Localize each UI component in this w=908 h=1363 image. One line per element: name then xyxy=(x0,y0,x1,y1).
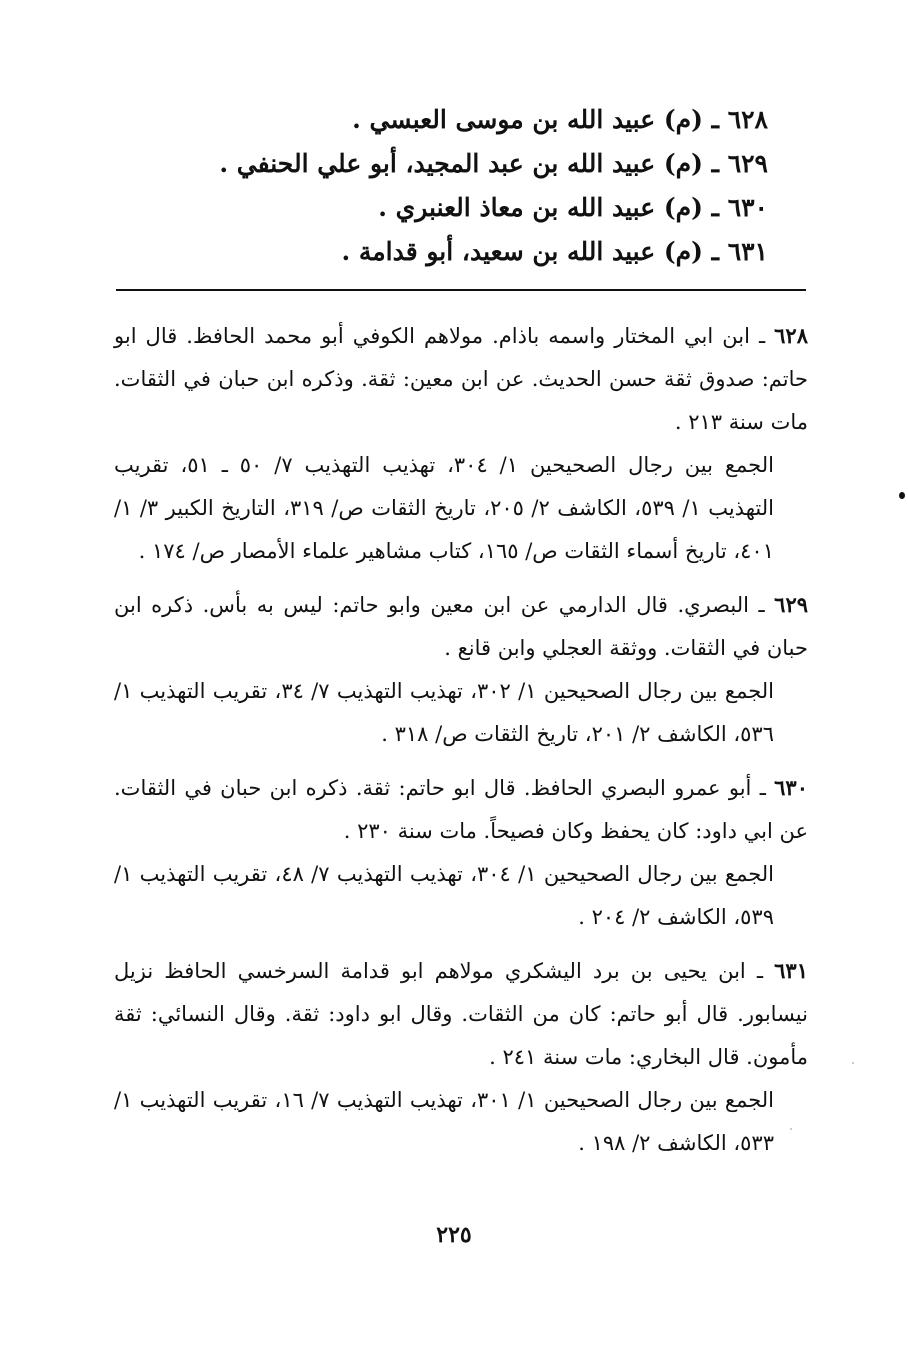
footnote-separator xyxy=(116,289,806,291)
footnotes xyxy=(114,314,808,1175)
entry-number: ٦٣٠ xyxy=(774,775,808,800)
entry-biography: ـ ابن يحيى بن برد اليشكري مولاهم ابو قدامة السرخسي الحافظ نزيل نيسابور. قال أبو حاتم: كان من الثقات. وقال ابو داود: ثقة. وقال النسائي: ثقة مأمون. قال البخاري: مات سنة ٢٤١ . xyxy=(114,959,808,1069)
page-number: ٢٢٥ xyxy=(436,1222,472,1248)
entry-headings xyxy=(208,98,768,274)
entry-biography: ـ أبو عمرو البصري الحافظ. قال ابو حاتم: ثقة. ذكره ابن حبان في الثقات. عن ابي داود: كان يحفظ وكان فصيحاً. مات سنة ٢٣٠ . xyxy=(114,776,808,843)
footnote-entry xyxy=(114,766,808,939)
entry-references: الجمع بين رجال الصحيحين ١/ ٣٠٤، تهذيب التهذيب ٧/ ٥٠ ـ ٥١، تقريب التهذيب ١/ ٥٣٩، الكاشف ٢/ ٢٠٥، تاريخ الثقات ص/ ٣١٩، التاريخ الكبير ٣/ ١/ ٤٠١، تاريخ أسماء الثقات ص/ ١٦٥، كتاب مشاهير علماء الأمصار ص/ ١٧٤ . xyxy=(114,453,774,563)
margin-ink-dot xyxy=(899,492,905,499)
heading-line: ٦٢٩ ـ (م) عبيد الله بن عبد المجيد، أبو علي الحنفي . xyxy=(219,149,768,178)
footnote-entry xyxy=(114,314,808,573)
footnote-entry xyxy=(114,949,808,1165)
heading-line: ٦٣١ ـ (م) عبيد الله بن سعيد، أبو قدامة . xyxy=(341,237,768,266)
entry-number: ٦٢٩ xyxy=(774,592,809,617)
heading-line: ٦٣٠ ـ (م) عبيد الله بن معاذ العنبري . xyxy=(378,193,768,222)
footnote-entry xyxy=(114,583,808,756)
entry-references: الجمع بين رجال الصحيحين ١/ ٣٠٤، تهذيب التهذيب ٧/ ٤٨، تقريب التهذيب ١/ ٥٣٩، الكاشف ٢/ ٢٠٤ . xyxy=(114,862,774,929)
entry-number: ٦٣١ xyxy=(774,958,808,983)
entry-biography: ـ البصري. قال الدارمي عن ابن معين وابو حاتم: ليس به بأس. ذكره ابن حبان في الثقات. ووثقة العجلي وابن قانع . xyxy=(114,593,808,660)
paper-speck xyxy=(852,1062,854,1064)
entry-biography: ـ ابن ابي المختار واسمه باذام. مولاهم الكوفي أبو محمد الحافظ. قال ابو حاتم: صدوق ثقة حسن الحديث. عن ابن معين: ثقة. وذكره ابن حبان في الثقات. مات سنة ٢١٣ . xyxy=(114,324,808,434)
heading-line: ٦٢٨ ـ (م) عبيد الله بن موسى العبسي . xyxy=(352,105,768,134)
entry-references: الجمع بين رجال الصحيحين ١/ ٣٠٢، تهذيب التهذيب ٧/ ٣٤، تقريب التهذيب ١/ ٥٣٦، الكاشف ٢/ ٢٠١، تاريخ الثقات ص/ ٣١٨ . xyxy=(114,679,774,746)
entry-number: ٦٢٨ xyxy=(774,323,808,348)
entry-references: الجمع بين رجال الصحيحين ١/ ٣٠١، تهذيب التهذيب ٧/ ١٦، تقريب التهذيب ١/ ٥٣٣، الكاشف ٢/ ١٩٨ . xyxy=(114,1088,774,1155)
paper-speck xyxy=(790,1128,792,1130)
